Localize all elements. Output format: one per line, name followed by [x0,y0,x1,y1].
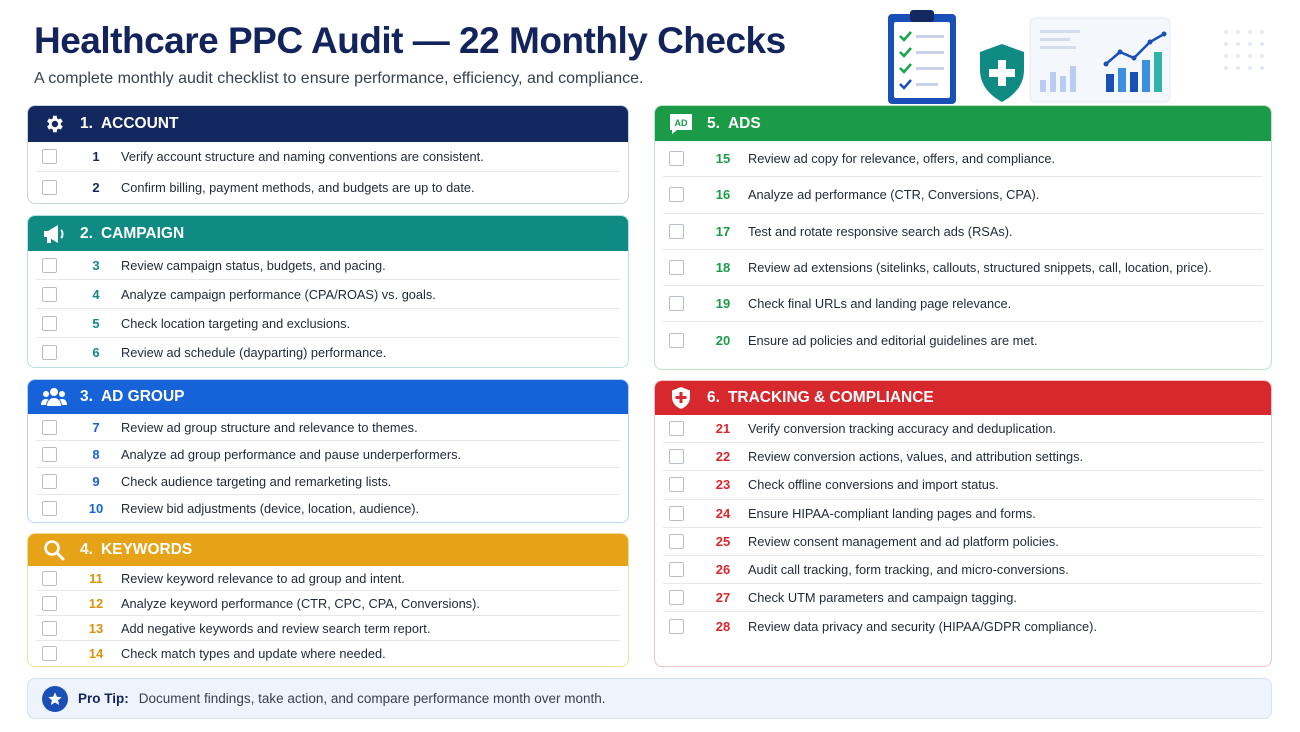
shield-plus-icon [667,386,695,410]
item-text: Check audience targeting and remarketing lists. [121,473,392,489]
item-number: 1 [92,149,100,164]
checklist-item [36,495,620,522]
item-number: 4 [92,286,100,302]
checkbox[interactable] [42,646,57,661]
star-icon [42,686,68,712]
checkbox[interactable] [42,571,57,586]
item-text: Verify account structure and naming conventions are consistent. [121,149,484,164]
users-icon [40,385,68,409]
svg-text:AD: AD [674,117,688,128]
item-text: Confirm billing, payment methods, and budgets are up to date. [121,179,475,195]
pro-tip-banner [27,678,1272,719]
megaphone-icon [40,222,68,246]
item-text: Check UTM parameters and campaign tagging. [748,590,1017,606]
item-text: Test and rotate responsive search ads (RSAs). [748,223,1013,239]
checklist [28,414,628,522]
item-text: Analyze campaign performance (CPA/ROAS) vs. goals. [121,286,436,302]
item-number: 17 [715,223,731,239]
item-number: 5 [92,315,100,331]
checkbox[interactable] [669,421,684,436]
section-tracking-compliance [654,380,1272,667]
item-number: 23 [715,477,731,493]
checklist-item [36,414,620,441]
item-text: Analyze ad performance (CTR, Conversions, CPA). [748,187,1040,203]
checkbox[interactable] [42,447,57,462]
item-text: Review bid adjustments (device, location, audience). [121,501,420,516]
checklist-item [36,468,620,495]
gear-icon [40,112,68,136]
item-number: 19 [715,296,731,312]
section-title: ADS [727,114,761,132]
checkbox[interactable] [669,296,684,311]
search-icon [40,538,68,562]
item-text: Review consent management and ad platform policies. [748,533,1059,549]
section-ad-group [27,379,629,523]
section-number: 3. [80,388,93,405]
checklist-item [36,338,620,367]
checkbox[interactable] [42,180,57,195]
checklist-item [36,142,620,172]
checkbox[interactable] [42,420,57,435]
checkbox[interactable] [42,621,57,636]
checklist-item [36,251,620,280]
section-campaign-header [28,216,628,251]
section-tracking-header [655,381,1271,415]
checklist-item [663,322,1263,358]
checkbox[interactable] [669,260,684,275]
item-number: 14 [88,646,104,661]
medical-shield-icon [980,44,1024,102]
item-text: Review keyword relevance to ad group and intent. [121,570,405,586]
checklist-item [36,172,620,202]
checklist-item [663,528,1263,556]
item-number: 8 [92,446,100,462]
checklist-item [663,443,1263,471]
checkbox[interactable] [669,506,684,521]
checklist-item [663,214,1263,250]
item-number: 7 [92,419,100,435]
checklist-item [663,141,1263,177]
item-text: Audit call tracking, form tracking, and micro-conversions. [748,562,1069,578]
section-title: ACCOUNT [100,115,179,132]
item-number: 2 [92,179,100,195]
checkbox[interactable] [669,477,684,492]
checkbox[interactable] [42,258,57,273]
item-number: 9 [92,473,100,489]
checkbox[interactable] [669,590,684,605]
checkbox[interactable] [42,596,57,611]
section-number: 4. [80,541,93,558]
item-number: 3 [92,257,100,273]
checklist-item [663,612,1263,640]
item-number: 25 [715,533,731,549]
checklist-item [663,286,1263,322]
section-ads-header [655,106,1271,141]
section-title: KEYWORDS [100,541,193,558]
checklist-item [36,616,620,641]
page-title: Healthcare PPC Audit — 22 Monthly Checks [34,20,786,61]
item-number: 13 [88,620,104,636]
section-account-header [28,106,628,142]
item-text: Review conversion actions, values, and attribution settings. [748,449,1084,465]
checklist-item [36,591,620,616]
checklist-item [663,584,1263,612]
checkbox[interactable] [42,501,57,516]
decorative-dot-grid [1222,28,1274,88]
hero-illustration [880,8,1180,106]
checklist-item [36,280,620,309]
item-text: Ensure HIPAA-compliant landing pages and forms. [748,505,1036,521]
checklist-item [663,250,1263,286]
checkbox[interactable] [42,287,57,302]
pro-tip-label: Pro Tip: [78,691,129,706]
item-number: 12 [88,595,104,611]
item-text: Analyze keyword performance (CTR, CPC, CPA, Conversions). [121,595,480,611]
item-number: 20 [715,333,731,349]
item-number: 16 [715,187,731,203]
item-text: Review ad extensions (sitelinks, callouts, structured snippets, call, location, price). [748,260,1212,276]
item-text: Review data privacy and security (HIPAA/GDPR compliance). [748,618,1097,634]
section-keywords [27,533,629,667]
section-number: 1. [80,115,93,132]
section-number: 6. [707,389,720,406]
section-number: 2. [80,224,93,242]
item-number: 24 [715,505,731,521]
item-text: Verify conversion tracking accuracy and deduplication. [748,421,1057,437]
checkbox[interactable] [42,474,57,489]
item-number: 15 [715,151,731,167]
checklist-item [36,641,620,666]
item-text: Analyze ad group performance and pause underperformers. [121,446,462,462]
item-number: 18 [715,260,731,276]
checkbox[interactable] [669,449,684,464]
item-text: Check location targeting and exclusions. [121,315,351,331]
item-number: 22 [715,449,731,465]
checklist-item [663,177,1263,213]
page-subtitle: A complete monthly audit checklist to ensure performance, efficiency, and compliance. [34,70,644,87]
item-text: Review ad schedule (dayparting) performance. [121,345,387,360]
checklist-item [36,441,620,468]
checkbox[interactable] [42,345,57,360]
section-ads [654,105,1272,370]
checkbox[interactable] [669,619,684,634]
section-title: TRACKING & COMPLIANCE [727,389,934,406]
checklist [655,141,1271,359]
checkbox[interactable] [669,224,684,239]
checkbox[interactable] [42,316,57,331]
ad-badge-icon [667,112,695,136]
checklist-item [663,471,1263,499]
checklist [28,142,628,202]
item-number: 6 [92,345,100,360]
section-number: 5. [707,114,720,132]
item-text: Check match types and update where needed. [121,646,386,661]
checklist-item [36,309,620,338]
item-number: 11 [89,570,103,586]
item-text: Add negative keywords and review search term report. [121,620,431,636]
item-number: 27 [715,590,731,606]
section-keywords-header [28,534,628,566]
item-number: 26 [715,562,731,578]
item-text: Check final URLs and landing page relevance. [748,296,1012,312]
section-title: AD GROUP [100,388,185,405]
checkbox[interactable] [42,149,57,164]
item-text: Review ad copy for relevance, offers, and compliance. [748,151,1056,167]
item-text: Check offline conversions and import status. [748,477,999,493]
checklist [28,251,628,367]
checkbox[interactable] [669,333,684,348]
item-text: Review campaign status, budgets, and pacing. [121,257,386,273]
checklist [28,566,628,666]
checkbox[interactable] [669,562,684,577]
item-number: 28 [715,618,731,634]
checklist-item [36,566,620,591]
item-text: Ensure ad policies and editorial guidelines are met. [748,333,1038,349]
checkbox[interactable] [669,151,684,166]
item-text: Review ad group structure and relevance to themes. [121,419,418,435]
checkbox[interactable] [669,187,684,202]
item-number: 21 [715,421,731,437]
item-number: 10 [88,501,104,516]
checkbox[interactable] [669,534,684,549]
clipboard-checklist-icon [888,10,956,104]
section-campaign [27,215,629,368]
checklist-item [663,415,1263,443]
checklist-item [663,500,1263,528]
checklist [655,415,1271,641]
pro-tip-text: Document findings, take action, and compare performance month over month. [138,691,606,706]
section-account [27,105,629,204]
section-ad-group-header [28,380,628,414]
checklist-item [663,556,1263,584]
section-title: CAMPAIGN [100,224,185,242]
